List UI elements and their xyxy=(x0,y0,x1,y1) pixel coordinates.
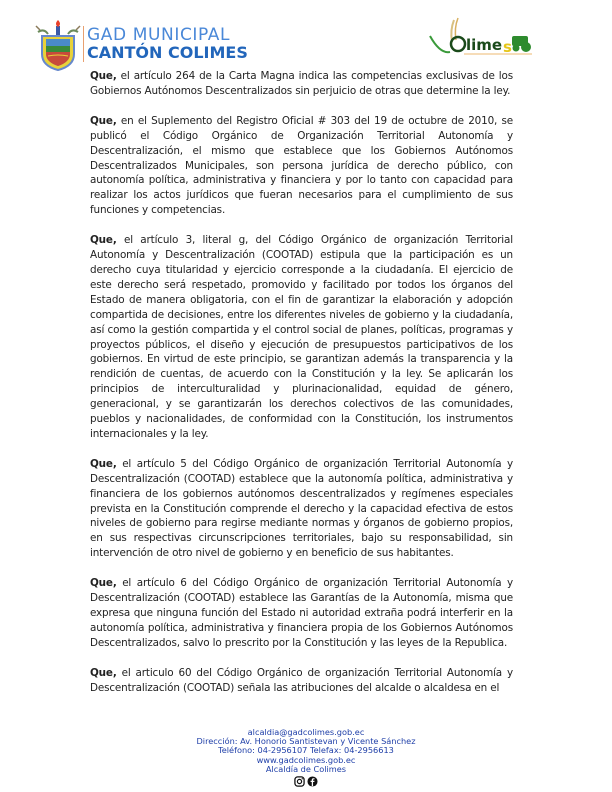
clause-lead: Que, xyxy=(90,70,117,82)
svg-text:s: s xyxy=(503,38,512,56)
clause-lead: Que, xyxy=(90,234,117,247)
clause-lead: Que, xyxy=(90,666,117,679)
clause-text: en el Suplemento del Registro Oficial # 303 del 19 de octubre de 2010, se publicó el Código Orgánico de Organización Territorial Autonomía y Descentralización, el mismo que establece que los Gobiernos Autónomos Descentralizados Municipales, son persona jurídica de derecho público, con autonomía política, administrativa y financiera y por lo tanto con capacidad para realizar los actos jurídicos que fueran necesarios para el cumplimiento de sus funciones y competencias. xyxy=(90,114,513,217)
page-footer xyxy=(0,728,612,787)
instagram-icon[interactable] xyxy=(294,776,305,787)
clause-text: el artículo 6 del Código Orgánico de organización Territorial Autonomía y Descentralización (COOTAD) establece las Garantías de la Autonomía, misma que expresa que ninguna función del Estado ni autoridad extraña podrá interferir en la autonomía política, administrativa y financiera propia de los Gobiernos Autónomos Descentralizados, salvo lo prescrito por la Constitución y las leyes de la Republica. xyxy=(90,577,513,649)
letterhead xyxy=(0,0,612,68)
brand-subtitle: CANTÓN COLIMES xyxy=(87,43,248,62)
whereas-clause xyxy=(90,666,513,696)
footer-phone: Teléfono: 04-2956107 Telefax: 04-2956613 xyxy=(218,745,394,756)
whereas-clause xyxy=(90,457,513,561)
whereas-clause xyxy=(90,114,513,218)
footer-address: Dirección: Av. Honorio Santistevan y Vicente Sánchez xyxy=(196,736,416,747)
clause-text: el artículo 5 del Código Orgánico de organización Territorial Autonomía y Descentralización (COOTAD) establece que la autonomía política, administrativa y financiera de los gobiernos autónomos descentralizados y regímenes especiales prevista en la Constitución comprende el derecho y la capacidad efectiva de estos niveles de gobierno para regirse mediante normas y órganos de gobierno propios, en sus respectivas circunscripciones territoriales, bajo su responsabilidad, sin intervención de otro nivel de gobierno y en beneficio de sus habitantes. xyxy=(90,457,513,560)
whereas-clause xyxy=(90,233,513,442)
clause-lead: Que, xyxy=(90,114,117,127)
brand-block xyxy=(83,26,248,62)
whereas-clause xyxy=(90,69,513,99)
footer-website[interactable]: www.gadcolimes.gob.ec xyxy=(256,754,356,765)
social-links xyxy=(0,776,612,787)
footer-social-name: Alcaldía de Colimes xyxy=(265,763,347,774)
footer-email[interactable]: alcaldia@gadcolimes.gob.ec xyxy=(247,727,365,737)
clause-lead: Que, xyxy=(90,457,117,470)
facebook-icon[interactable] xyxy=(307,776,318,787)
clause-text: el artículo 3, literal g, del Código Orgánico de organización Territorial Autonomía y Descentralización (COOTAD) estipula que la participación es un derecho cuya titularidad y ejercicio corresponde a la ciudadanía. El ejercicio de este derecho será respetado, promovido y facilitado por todos los órganos del Estado de manera obligatoria, con el fin de garantizar la elaboración y adopción compartida de decisiones, entre los diferentes niveles de gobierno y la ciudadanía, así como la gestión compartida y el control social de planes, políticas, programas y proyectos públicos, el diseño y ejecución de presupuestos participativos de los gobiernos. En virtud de este principio, se garantizan además la transparencia y la rendición de cuentas, de acuerdo con la Constitución y la ley. Se aplicarán los principios de interculturalidad y plurinacionalidad, equidad de género, generacional, y se garantizarán los derechos colectivos de las comunidades, pueblos y nacionalidades, de conformidad con la Constitución, los instrumentos internacionales y la ley. xyxy=(90,234,513,440)
whereas-clause xyxy=(90,576,513,651)
municipal-crest-icon xyxy=(34,20,82,72)
document-body xyxy=(90,69,513,711)
logo-text: lime xyxy=(466,36,503,54)
clause-lead: Que, xyxy=(90,577,117,590)
clause-text: el artículo 264 de la Carta Magna indica las competencias exclusivas de los Gobiernos Autónomos Descentralizados sin perjuicio de otras que determine la ley. xyxy=(90,70,513,97)
brand-title: GAD MUNICIPAL xyxy=(87,25,231,45)
clause-text: el articulo 60 del Código Orgánico de organización Territorial Autonomía y Descentralización (COOTAD) señala las atribuciones del alcalde o alcaldesa en el xyxy=(90,666,513,694)
colimes-logo-icon xyxy=(420,14,540,60)
